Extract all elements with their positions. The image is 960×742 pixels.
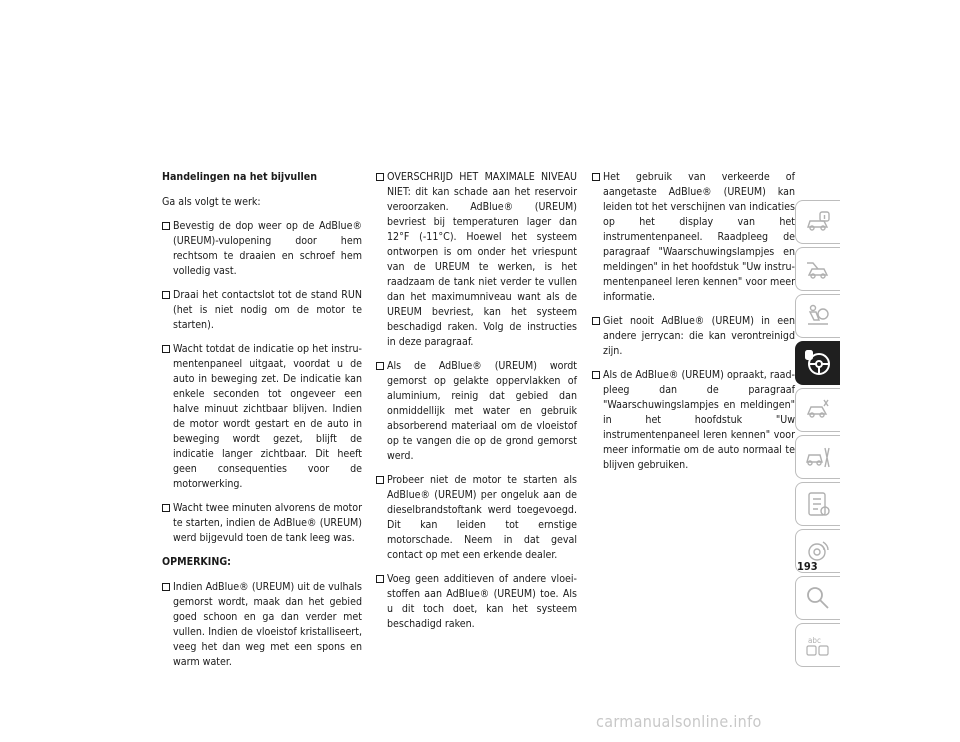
tab-search-index[interactable] [795,576,840,620]
chapter-tabs [795,200,840,670]
steering-wheel-icon [804,349,832,377]
list-item: Probeer niet de motor te starten als AdBlue® (UREUM) per ongeluk aan de dieselbrandstoftank werd toegevoegd. Dit kan leiden tot ernstige motorschade. Neem in dat geval contact op met een erkende dealer. [376,473,577,563]
tab-languages[interactable] [795,623,840,667]
page-number: 193 [797,560,818,573]
tab-specifications[interactable] [795,482,840,526]
text-column-1 [162,170,362,679]
list-item: Als de AdBlue® (UREUM) wordt gemorst op gelakte oppervlakken of aluminium, reinig dat gebied dan onmiddellijk met water en gebruik absorberend materiaal om de vloeistof op te vangen die op de grond gemorst werd. [376,359,577,464]
tab-car-key[interactable] [795,247,840,291]
tab-car-airbag[interactable] [795,294,840,338]
watermark: carmanualsonline.info [596,712,762,731]
search-index-icon [804,584,832,612]
tab-steering-wheel[interactable] [795,341,840,385]
list-item: Het gebruik van verkeerde of aangetaste AdBlue® (UREUM) kan leiden tot het verschijnen van indicaties op het display van het instrumentenpaneel. Raadpleeg de paragraaf "Waarschuwingslampjes en meldingen" in het hoofdstuk "Uw instrumentenpaneel leren kennen" voor meer informatie. [592,170,795,305]
note-heading: OPMERKING: [162,556,231,568]
list-item: OVERSCHRIJD HET MAXIMALE NIVEAU NIET: dit kan schade aan het reservoir veroorzaken. AdBlue® (UREUM) bevriest bij temperaturen lager dan 12°F (-11°C). Hoewel het systeem ontworpen is om onder het vriespunt van de UREUM te werken, is het raadzaam de tank niet verder te vullen dan het maximumniveau want als de UREUM bevriest, kan het systeem beschadigd raken. Volg de instructies in deze paragraaf. [376,170,577,350]
text-column-3 [592,170,795,482]
languages-icon [804,631,832,659]
specifications-list-icon [804,490,832,518]
tab-car-crash[interactable] [795,388,840,432]
car-crash-icon [804,396,832,424]
list-item: Draai het contactslot tot de stand RUN (het is niet nodig om de motor te starten). [162,288,362,333]
list-item: Giet nooit AdBlue® (UREUM) in een andere jerrycan: die kan verontreinigd zijn. [592,314,795,359]
list-item: Als de AdBlue® (UREUM) opraakt, raadpleeg dan de paragraaf "Waarschuwingslampjes en meldingen" in het hoofdstuk "Uw instrumentenpaneel leren kennen" voor meer informatie om de auto normaal te blijven gebruiken. [592,368,795,473]
list-item: Wacht totdat de indicatie op het instrumentenpaneel uitgaat, voordat u de auto in beweging zet. De indicatie kan enkele seconden tot ongeveer een halve minuut zichtbaar blijven. Indien de motor wordt gestart en de auto in beweging wordt gezet, blijft de indicatie langer zichtbaar. Dit heeft geen consequenties voor de motorwerking. [162,342,362,492]
note-item: Indien AdBlue® (UREUM) uit de vulhals gemorst wordt, maak dan het gebied goed schoon en ga dan verder met vullen. Indien de vloeistof kristalliseert, veeg het dan weg met een spons en warm water. [162,580,362,670]
car-key-icon [804,255,832,283]
car-info-icon [804,208,832,236]
svg-text:abc: abc [808,636,821,645]
text-column-2 [376,170,577,641]
list-item: Wacht twee minuten alvorens de motor te starten, indien de AdBlue® (UREUM) werd bijgevuld toen de tank leeg was. [162,501,362,546]
tab-car-info[interactable] [795,200,840,244]
car-service-icon [804,443,832,471]
car-airbag-icon [804,302,832,330]
intro-text: Ga als volgt te werk: [162,196,261,208]
tab-car-service[interactable] [795,435,840,479]
section-heading: Handelingen na het bijvullen [162,171,317,183]
list-item: Bevestig de dop weer op de AdBlue® (UREUM)-vulopening door hem rechtsom te draaien en schroef hem volledig vast. [162,219,362,279]
list-item: Voeg geen additieven of andere vloeistoffen aan AdBlue® (UREUM) toe. Als u dit toch doet, kan het systeem beschadigd raken. [376,572,577,632]
